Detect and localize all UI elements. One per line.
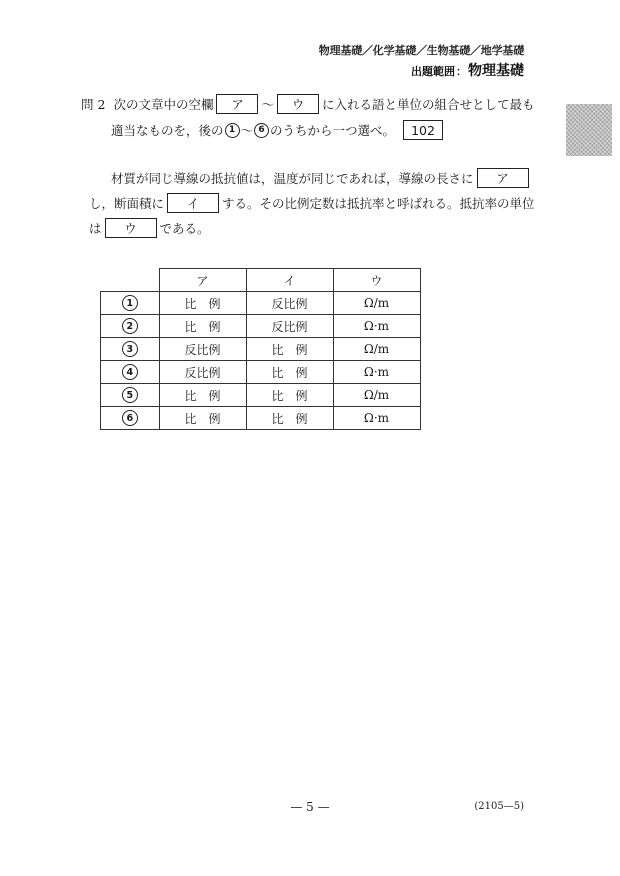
table-corner xyxy=(101,269,160,292)
cell-a: 反比例 xyxy=(159,361,246,384)
passage-line-1 xyxy=(111,168,532,188)
question-line-2 xyxy=(111,120,446,140)
cell-i: 比 例 xyxy=(246,361,333,384)
choice-number-cell xyxy=(101,315,160,338)
table-row[interactable] xyxy=(101,338,421,361)
choice-marker: 6 xyxy=(122,410,138,426)
passage-text-3a: は xyxy=(89,221,102,236)
passage-blank-i: イ xyxy=(167,193,219,213)
range-colon: ： xyxy=(456,65,467,78)
cell-u: Ω/m xyxy=(333,384,420,407)
passage-blank-a: ア xyxy=(477,168,529,188)
subject-list: 物理基礎／化学基礎／生物基礎／地学基礎 xyxy=(318,44,524,57)
cell-a: 比 例 xyxy=(159,384,246,407)
exam-code: (2105—5) xyxy=(474,801,524,812)
question-number: 問 2 xyxy=(81,97,106,112)
passage-line-2 xyxy=(89,193,535,213)
choice-marker: 5 xyxy=(122,387,138,403)
passage-text-3b: である。 xyxy=(159,221,210,236)
passage-text-2b: する。その比例定数は抵抗率と呼ばれる。抵抗率の単位 xyxy=(222,196,535,211)
cell-u: Ω/m xyxy=(333,338,420,361)
table-header-row xyxy=(101,269,421,292)
blank-a-box: ア xyxy=(216,94,258,114)
answer-choices-table xyxy=(100,268,421,430)
cell-u: Ω·m xyxy=(333,315,420,338)
exam-range xyxy=(411,60,524,80)
passage-text-2a: し，断面積に xyxy=(89,196,165,211)
passage-line-3 xyxy=(89,218,210,238)
cell-u: Ω/m xyxy=(333,292,420,315)
choice-number-cell xyxy=(101,384,160,407)
cell-a: 反比例 xyxy=(159,338,246,361)
side-index-tab xyxy=(566,104,612,156)
cell-i: 比 例 xyxy=(246,407,333,430)
cell-i: 比 例 xyxy=(246,384,333,407)
cell-a: 比 例 xyxy=(159,315,246,338)
choice-number-cell xyxy=(101,338,160,361)
cell-u: Ω·m xyxy=(333,407,420,430)
choice-number-cell xyxy=(101,292,160,315)
passage-text-1: 材質が同じ導線の抵抗値は，温度が同じであれば，導線の長さに xyxy=(111,171,474,186)
page-number: — 5 — xyxy=(290,800,330,814)
choice-last-marker: 6 xyxy=(254,123,269,138)
answer-number-box[interactable]: 102 xyxy=(403,120,443,140)
table-row[interactable] xyxy=(101,407,421,430)
cell-a: 比 例 xyxy=(159,292,246,315)
range-subject: 物理基礎 xyxy=(468,63,524,79)
choice-first-marker: 1 xyxy=(225,123,240,138)
question-text-1b: に入れる語と単位の組合せとして最も xyxy=(321,97,535,112)
cell-i: 反比例 xyxy=(246,292,333,315)
question-line-1 xyxy=(81,94,534,114)
cell-a: 比 例 xyxy=(159,407,246,430)
cell-i: 反比例 xyxy=(246,315,333,338)
table-row[interactable] xyxy=(101,292,421,315)
choice-marker: 2 xyxy=(122,318,138,334)
choice-marker: 1 xyxy=(122,295,138,311)
passage-blank-u: ウ xyxy=(105,218,157,238)
question-text-2a: 適当なものを，後の xyxy=(111,123,224,138)
choice-number-cell xyxy=(101,407,160,430)
header-i: イ xyxy=(246,269,333,292)
question-text-1a: 次の文章中の空欄 xyxy=(113,97,214,112)
table-row[interactable] xyxy=(101,384,421,407)
table-row[interactable] xyxy=(101,315,421,338)
header-a: ア xyxy=(159,269,246,292)
blank-u-box: ウ xyxy=(277,94,319,114)
cell-u: Ω·m xyxy=(333,361,420,384)
range-label: 出題範囲 xyxy=(411,65,455,78)
choice-number-cell xyxy=(101,361,160,384)
choice-marker: 4 xyxy=(122,364,138,380)
cell-i: 比 例 xyxy=(246,338,333,361)
question-text-2b: のうちから一つ選べ。 xyxy=(270,123,396,138)
table-row[interactable] xyxy=(101,361,421,384)
header-u: ウ xyxy=(333,269,420,292)
choice-marker: 3 xyxy=(122,341,138,357)
choice-tilde: ～ xyxy=(240,123,254,138)
question-tilde: ～ xyxy=(261,97,274,112)
